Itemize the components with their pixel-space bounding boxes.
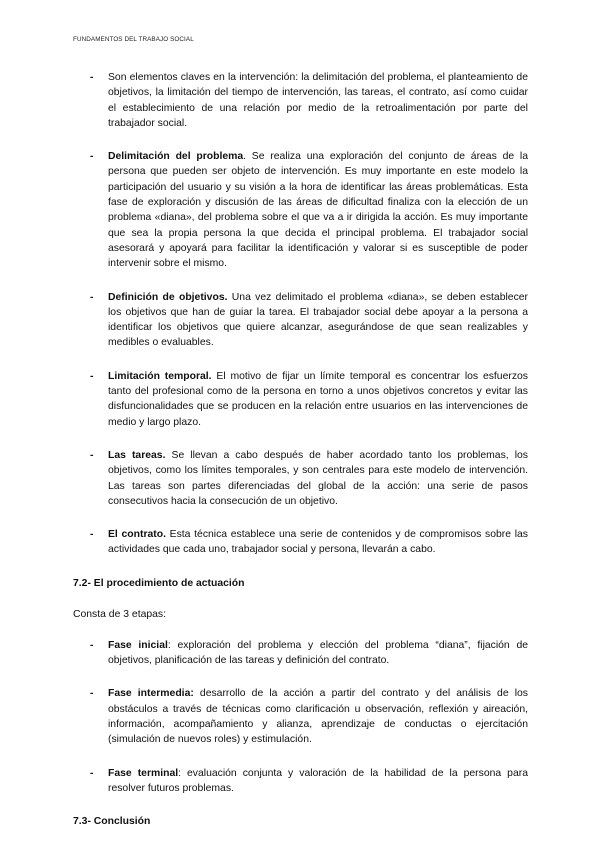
list-item [73,369,528,430]
item-lead: Fase inicial [108,639,168,651]
page-content [73,70,528,845]
item-text: desarrollo de la acción a partir del contrato y del análisis de los obstáculos a través de técnicas como clarificación u observación, reflexión y aireación, información, acompañamiento y alianza, aprendizaje de conductas o ejercitación (simulación de nuevos roles) y estimulación. [108,688,528,746]
components-list [73,70,528,558]
bullet-dash: - [90,72,94,83]
item-text: El motivo de fijar un límite temporal es concentrar los esfuerzos tanto del profesional como de la persona en torno a unos objetivos concretos y evitar las disfuncionalidades que se producen en la relación entre usuarios en las intervenciones de medio y largo plazo. [108,370,528,428]
bullet-dash: - [90,639,94,651]
bullet-dash: - [90,449,94,461]
list-item [73,448,528,509]
item-lead: Las tareas. [108,449,166,461]
bullet-dash: - [90,767,94,779]
list-item [73,686,528,747]
item-text: : evaluación conjunta y valoración de la habilidad de la persona para resolver futuros problemas. [108,767,528,794]
bullet-dash: - [90,151,94,163]
item-text: . Se realiza una exploración del conjunto de áreas de la persona que pueden ser objeto de intervención. Es muy importante en este modelo la participación del usuario y su visión a la hora de identificar las áreas problemáticas. Esta fase de exploración y discusión de las áreas de dificultad finaliza con la elección de un problema «diana», del problema sobre el que va a ir dirigida la acción. Es muy importante que sea la propia persona la que decida el principal problema. El trabajador social asesorará y apoyará para facilitar la identificación y valorar si es susceptible de poder intervenir sobre el mismo. [108,151,528,270]
list-item [73,638,528,669]
item-text: Son elementos claves en la intervención: la delimitación del problema, el planteamiento de objetivos, la limitación del tiempo de intervención, las tareas, el contrato, así como cuidar el establecimiento de una relación por medio de la retroalimentación por parte del trabajador social. [108,72,528,129]
item-lead: Definición de objetivos. [108,291,228,303]
item-lead: Fase intermedia: [108,688,194,700]
bullet-dash: - [90,370,94,382]
item-text: Se llevan a cabo después de haber acordado tanto los problemas, los objetivos, como los límites temporales, y son centrales para este modelo de intervención. Las tareas son partes diferenciadas del global de la acción: una serie de pasos consecutivos hacia la consecución de un objetivo. [108,449,528,507]
bullet-dash: - [90,291,94,303]
running-header: FUNDAMENTOS DEL TRABAJO SOCIAL [73,36,194,43]
bullet-dash: - [90,529,94,541]
section-heading-7-2: 7.2- El procedimiento de actuación [73,577,245,589]
list-item [73,290,528,351]
list-item [73,70,528,131]
item-text: : exploración del problema y elección del problema “diana”, fijación de objetivos, planificación de las tareas y definición del contrato. [108,639,528,667]
item-text: Esta técnica establece una serie de contenidos y de compromisos sobre las actividades que cada uno, trabajador social y persona, llevarán a cabo. [108,529,528,556]
phases-list [73,638,528,796]
list-item [73,766,528,797]
item-lead: Limitación temporal. [108,370,212,382]
item-lead: Delimitación del problema [108,151,244,163]
list-item [73,527,528,558]
item-text: Una vez delimitado el problema «diana», se deben establecer los objetivos que han de guiar la tarea. El trabajador social debe apoyar a la persona a identificar los objetivos que quiere alcanzar, asegurándose de que sean realizables y medibles o evaluables. [108,291,529,349]
bullet-dash: - [90,688,94,700]
section-heading-7-3: 7.3- Conclusión [73,816,151,828]
item-lead: Fase terminal [108,767,179,779]
item-lead: El contrato. [108,529,166,541]
intro-paragraph: Consta de 3 etapas: [73,608,167,620]
list-item [73,149,528,271]
